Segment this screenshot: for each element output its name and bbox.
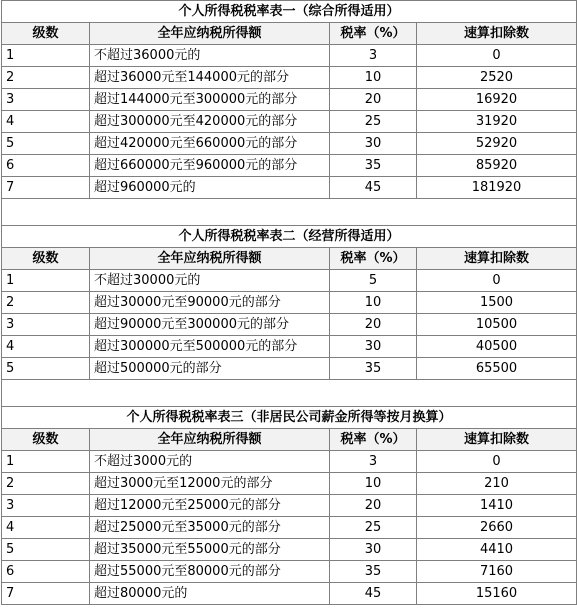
cell-quick-deduction: 7160 xyxy=(417,561,577,583)
header-tax-rate: 税率（%） xyxy=(330,23,417,45)
table-row xyxy=(2,517,577,539)
table-row xyxy=(2,451,577,473)
cell-tax-rate: 3 xyxy=(330,451,417,473)
cell-income-range: 超过144000元至300000元的部分 xyxy=(90,89,330,111)
cell-quick-deduction: 2660 xyxy=(417,517,577,539)
header-quick-deduction: 速算扣除数 xyxy=(417,248,577,270)
header-quick-deduction: 速算扣除数 xyxy=(417,23,577,45)
table-row xyxy=(2,270,577,292)
table-row xyxy=(2,155,577,177)
table-spacer xyxy=(2,380,577,407)
cell-tax-rate: 20 xyxy=(330,495,417,517)
table-title: 个人所得税税率表一（综合所得适用） xyxy=(2,1,577,23)
table-row xyxy=(2,111,577,133)
cell-income-range: 超过90000元至300000元的部分 xyxy=(90,314,330,336)
cell-income-range: 超过12000元至25000元的部分 xyxy=(90,495,330,517)
cell-level: 7 xyxy=(2,583,90,605)
cell-quick-deduction: 52920 xyxy=(417,133,577,155)
header-income-range: 全年应纳税所得额 xyxy=(90,429,330,451)
cell-income-range: 超过80000元的 xyxy=(90,583,330,605)
cell-quick-deduction: 4410 xyxy=(417,539,577,561)
cell-level: 2 xyxy=(2,292,90,314)
cell-income-range: 超过25000元至35000元的部分 xyxy=(90,517,330,539)
cell-level: 5 xyxy=(2,133,90,155)
cell-quick-deduction: 10500 xyxy=(417,314,577,336)
cell-level: 2 xyxy=(2,67,90,89)
table-title: 个人所得税税率表二（经营所得适用） xyxy=(2,226,577,248)
table-title-row xyxy=(2,1,577,23)
cell-level: 6 xyxy=(2,155,90,177)
cell-level: 1 xyxy=(2,45,90,67)
cell-tax-rate: 30 xyxy=(330,336,417,358)
table-header-row xyxy=(2,23,577,45)
cell-quick-deduction: 2520 xyxy=(417,67,577,89)
cell-quick-deduction: 210 xyxy=(417,473,577,495)
cell-tax-rate: 35 xyxy=(330,561,417,583)
cell-level: 3 xyxy=(2,495,90,517)
cell-income-range: 超过300000元至500000元的部分 xyxy=(90,336,330,358)
cell-income-range: 不超过30000元的 xyxy=(90,270,330,292)
cell-income-range: 超过3000元至12000元的部分 xyxy=(90,473,330,495)
table-header-row xyxy=(2,429,577,451)
table-row xyxy=(2,583,577,605)
cell-level: 3 xyxy=(2,314,90,336)
table-title-row xyxy=(2,226,577,248)
table-row xyxy=(2,495,577,517)
cell-level: 3 xyxy=(2,89,90,111)
header-tax-rate: 税率（%） xyxy=(330,248,417,270)
cell-quick-deduction: 40500 xyxy=(417,336,577,358)
cell-tax-rate: 10 xyxy=(330,473,417,495)
cell-income-range: 超过960000元的 xyxy=(90,177,330,199)
cell-tax-rate: 5 xyxy=(330,270,417,292)
cell-income-range: 不超过3000元的 xyxy=(90,451,330,473)
cell-level: 4 xyxy=(2,111,90,133)
cell-quick-deduction: 15160 xyxy=(417,583,577,605)
cell-quick-deduction: 31920 xyxy=(417,111,577,133)
header-level: 级数 xyxy=(2,248,90,270)
cell-income-range: 超过35000元至55000元的部分 xyxy=(90,539,330,561)
spacer-cell xyxy=(2,199,577,226)
cell-quick-deduction: 181920 xyxy=(417,177,577,199)
cell-tax-rate: 45 xyxy=(330,583,417,605)
table-row xyxy=(2,67,577,89)
cell-level: 7 xyxy=(2,177,90,199)
table-header-row xyxy=(2,248,577,270)
table-title-row xyxy=(2,407,577,429)
cell-quick-deduction: 0 xyxy=(417,451,577,473)
cell-quick-deduction: 85920 xyxy=(417,155,577,177)
cell-tax-rate: 20 xyxy=(330,314,417,336)
table-row xyxy=(2,473,577,495)
cell-tax-rate: 25 xyxy=(330,111,417,133)
table-row xyxy=(2,89,577,111)
header-quick-deduction: 速算扣除数 xyxy=(417,429,577,451)
cell-level: 2 xyxy=(2,473,90,495)
header-income-range: 全年应纳税所得额 xyxy=(90,248,330,270)
header-level: 级数 xyxy=(2,23,90,45)
cell-tax-rate: 25 xyxy=(330,517,417,539)
cell-level: 4 xyxy=(2,517,90,539)
cell-income-range: 超过420000元至660000元的部分 xyxy=(90,133,330,155)
table-row xyxy=(2,177,577,199)
header-income-range: 全年应纳税所得额 xyxy=(90,23,330,45)
cell-level: 4 xyxy=(2,336,90,358)
cell-tax-rate: 35 xyxy=(330,155,417,177)
cell-quick-deduction: 0 xyxy=(417,45,577,67)
cell-tax-rate: 20 xyxy=(330,89,417,111)
cell-level: 5 xyxy=(2,539,90,561)
spacer-cell xyxy=(2,380,577,407)
cell-tax-rate: 10 xyxy=(330,67,417,89)
cell-income-range: 超过55000元至80000元的部分 xyxy=(90,561,330,583)
cell-quick-deduction: 16920 xyxy=(417,89,577,111)
table-row xyxy=(2,358,577,380)
table-row xyxy=(2,133,577,155)
cell-tax-rate: 30 xyxy=(330,539,417,561)
cell-tax-rate: 3 xyxy=(330,45,417,67)
cell-income-range: 超过500000元的部分 xyxy=(90,358,330,380)
cell-tax-rate: 35 xyxy=(330,358,417,380)
cell-quick-deduction: 0 xyxy=(417,270,577,292)
table-title: 个人所得税税率表三（非居民公司薪金所得等按月换算） xyxy=(2,407,577,429)
cell-level: 1 xyxy=(2,270,90,292)
tax-rate-tables xyxy=(1,0,577,605)
cell-tax-rate: 45 xyxy=(330,177,417,199)
cell-income-range: 超过30000元至90000元的部分 xyxy=(90,292,330,314)
table-spacer xyxy=(2,199,577,226)
cell-income-range: 不超过36000元的 xyxy=(90,45,330,67)
cell-income-range: 超过660000元至960000元的部分 xyxy=(90,155,330,177)
cell-quick-deduction: 1500 xyxy=(417,292,577,314)
header-tax-rate: 税率（%） xyxy=(330,429,417,451)
table-row xyxy=(2,292,577,314)
table-row xyxy=(2,314,577,336)
cell-level: 6 xyxy=(2,561,90,583)
header-level: 级数 xyxy=(2,429,90,451)
cell-income-range: 超过36000元至144000元的部分 xyxy=(90,67,330,89)
cell-quick-deduction: 65500 xyxy=(417,358,577,380)
table-row xyxy=(2,336,577,358)
cell-tax-rate: 30 xyxy=(330,133,417,155)
cell-income-range: 超过300000元至420000元的部分 xyxy=(90,111,330,133)
cell-quick-deduction: 1410 xyxy=(417,495,577,517)
table-row xyxy=(2,561,577,583)
table-row xyxy=(2,539,577,561)
table-row xyxy=(2,45,577,67)
cell-level: 5 xyxy=(2,358,90,380)
cell-level: 1 xyxy=(2,451,90,473)
cell-tax-rate: 10 xyxy=(330,292,417,314)
